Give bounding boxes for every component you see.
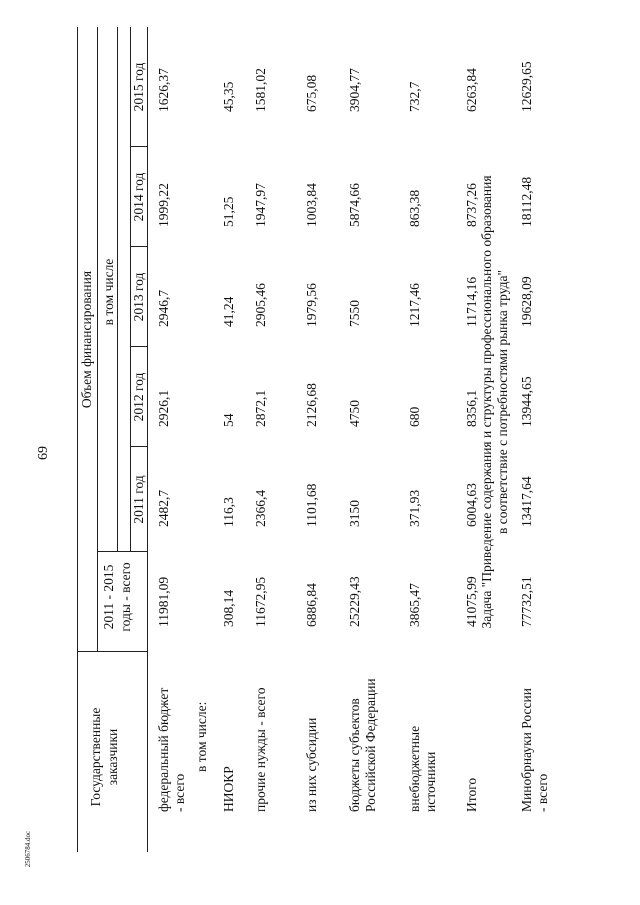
value-cell: 6263,84 [464, 68, 479, 112]
value-cell: 51,25 [221, 196, 236, 227]
task-caption-line-1: Задача "Приведение содержания и структуры профессионального образования [479, 175, 494, 629]
funding-header: Объем финансирования [79, 270, 94, 409]
total-cell: 41075,99 [464, 576, 479, 627]
value-cell: 41,24 [221, 296, 236, 327]
task-caption-line-2: в соответствие с потребностями рынка труда" [495, 269, 510, 535]
row-label: внебюджетные источники [407, 725, 438, 812]
value-cell: 675,08 [304, 74, 319, 112]
value-cell: 3904,77 [347, 68, 362, 112]
customers-header: Государственные заказчики [88, 707, 120, 807]
value-cell: 8737,26 [464, 183, 479, 227]
value-cell: 1003,84 [304, 183, 319, 227]
value-cell: 8356,1 [464, 389, 479, 427]
value-cell: 371,93 [407, 489, 422, 527]
year-header: 2013 год [131, 272, 146, 322]
value-cell: 6004,63 [464, 483, 479, 527]
value-cell: 680 [407, 406, 422, 427]
row-label: прочие нужды - всего [253, 687, 268, 812]
value-cell: 732,7 [407, 81, 422, 112]
year-header: 2012 год [131, 372, 146, 422]
total-cell: 77732,51 [519, 576, 534, 627]
year-header: 2011 год [131, 475, 146, 524]
row-label: в том числе: [194, 701, 209, 772]
value-cell: 2482,7 [156, 489, 171, 527]
value-cell: 11714,16 [464, 276, 479, 327]
value-cell: 1947,97 [253, 183, 268, 227]
value-cell: 13417,64 [519, 476, 534, 527]
value-cell: 863,38 [407, 189, 422, 227]
total-cell: 3865,47 [407, 583, 422, 627]
document-id: 2506784.doc [24, 830, 32, 868]
row-label: НИОКР [221, 766, 236, 812]
value-cell: 5874,66 [347, 183, 362, 227]
value-cell: 1979,56 [304, 283, 319, 327]
total-header: 2011 - 2015 годы - всего [101, 562, 133, 632]
row-label: Минобрнауки России - всего [519, 688, 550, 812]
year-header: 2014 год [131, 172, 146, 222]
value-cell: 12629,65 [519, 61, 534, 112]
total-cell: 25229,43 [347, 576, 362, 627]
row-label: из них субсидии [304, 717, 319, 812]
value-cell: 13944,65 [519, 376, 534, 427]
including-header: в том числе [101, 258, 116, 326]
funding-title-rule [97, 27, 98, 652]
page-number: 69 [36, 446, 51, 460]
value-cell: 1626,37 [156, 68, 171, 112]
row-label: Итого [464, 777, 479, 812]
value-cell: 3150 [347, 500, 362, 527]
total-cell: 308,14 [221, 589, 236, 627]
total-cell: 6886,84 [304, 583, 319, 627]
value-cell: 2926,1 [156, 389, 171, 427]
header-bottom-rule [147, 27, 148, 852]
total-cell: 11981,09 [156, 576, 171, 627]
value-cell: 7550 [347, 300, 362, 327]
value-cell: 1101,68 [304, 483, 319, 527]
row-label: федеральный бюджет - всего [156, 687, 187, 812]
value-cell: 2905,46 [253, 283, 268, 327]
total-cell: 11672,95 [253, 576, 268, 627]
value-cell: 116,3 [221, 497, 236, 527]
value-cell: 1581,02 [253, 68, 268, 112]
row-label: бюджеты субъектов Российской Федерации [347, 678, 378, 812]
value-cell: 1217,46 [407, 283, 422, 327]
value-cell: 45,35 [221, 81, 236, 112]
including-rule [117, 27, 118, 552]
value-cell: 2366,4 [253, 489, 268, 527]
value-cell: 2126,68 [304, 383, 319, 427]
value-cell: 54 [221, 413, 236, 427]
value-cell: 4750 [347, 400, 362, 427]
rotated-funding-table [67, 27, 597, 852]
value-cell: 18112,48 [519, 176, 534, 227]
value-cell: 2946,7 [156, 289, 171, 327]
year-header: 2015 год [131, 62, 146, 112]
value-cell: 1999,22 [156, 183, 171, 227]
value-cell: 2872,1 [253, 389, 268, 427]
value-cell: 19628,09 [519, 276, 534, 327]
header-top-rule [77, 27, 78, 852]
